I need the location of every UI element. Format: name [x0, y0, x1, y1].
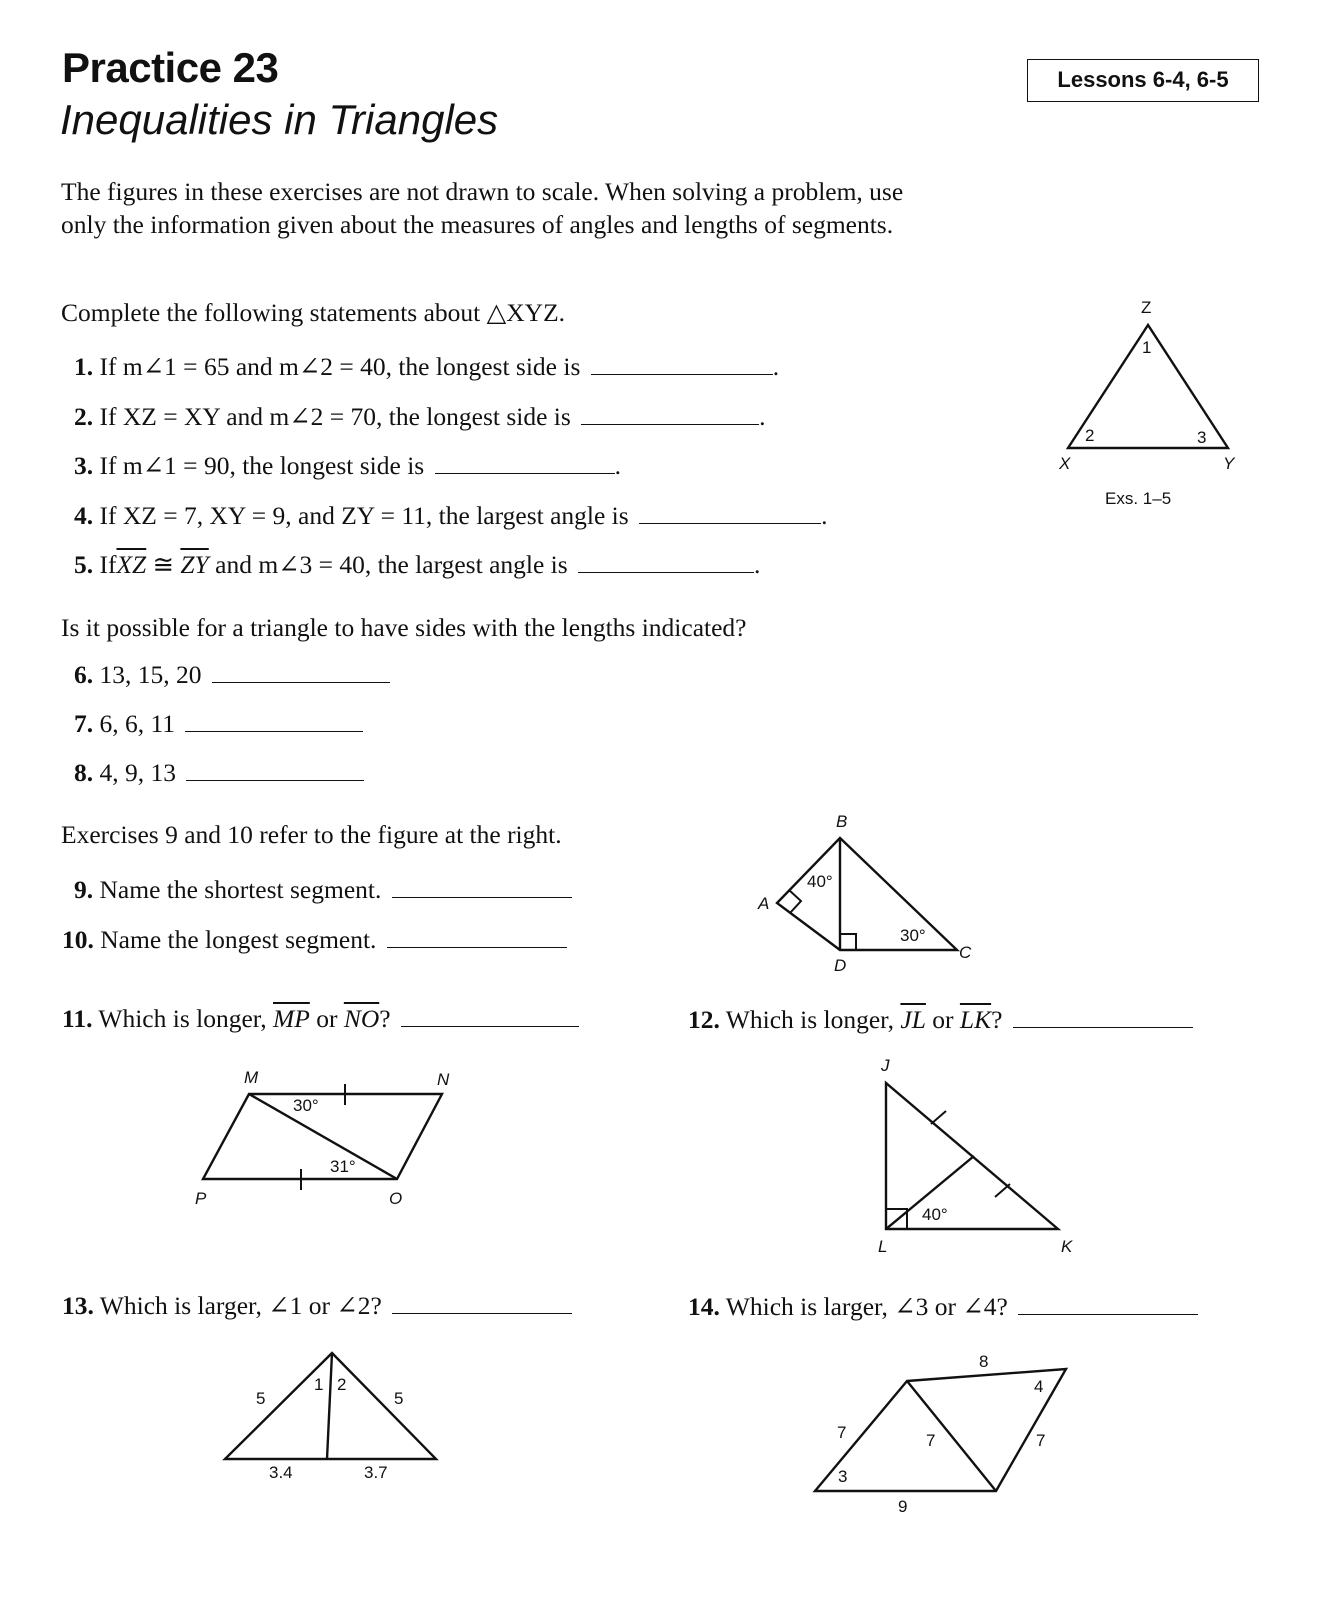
question-text: Name the shortest segment. [99, 875, 382, 904]
intro-text: The figures in these exercises are not drawn to scale. When solving a problem, use only the information given about the measures of angles and lengths of segments. [61, 177, 904, 239]
question-mark: ? [991, 1005, 1003, 1034]
question-text: Which is longer, [725, 1005, 895, 1034]
question-13 [62, 1291, 572, 1321]
angle-3-label: 3 [1197, 428, 1207, 447]
answer-blank[interactable] [578, 571, 754, 573]
section2-prompt: Is it possible for a triangle to have sides with the lengths indicated? [61, 613, 747, 642]
question-text: If m∠1 = 65 and m∠2 = 40, the longest side is [99, 352, 581, 381]
question-mark: ? [379, 1004, 391, 1033]
angle-31-label: 31° [330, 1157, 356, 1176]
base-right-label: 3.7 [364, 1463, 388, 1482]
question-11 [62, 1004, 579, 1034]
right-side-label: 7 [1036, 1431, 1046, 1450]
question-number: 12. [688, 1005, 720, 1034]
answer-blank[interactable] [401, 1025, 579, 1027]
vertex-z: Z [1141, 298, 1152, 317]
page-title: Practice 23 [62, 44, 279, 91]
question-number: 1. [74, 352, 94, 381]
question-number: 5. [74, 550, 94, 579]
congruent-symbol: ≅ [146, 550, 181, 579]
vertex-j: J [881, 1056, 890, 1075]
top-side-label: 8 [979, 1352, 989, 1371]
vertex-c: C [959, 943, 972, 962]
page-subtitle: Inequalities in Triangles [60, 96, 499, 143]
question-3: 3. If m∠1 = 90, the longest side is . [74, 451, 621, 480]
angle-40-label: 40° [807, 872, 833, 891]
figure-triangle-xyz [1055, 300, 1255, 520]
question-number: 13. [62, 1291, 94, 1320]
answer-blank[interactable] [1018, 1313, 1198, 1315]
vertex-l: L [878, 1237, 888, 1256]
question-text: 6, 6, 11 [99, 709, 176, 738]
figure-abcd [740, 800, 1000, 990]
question-number: 6. [74, 660, 94, 689]
segment-zy: $\overline{ZY}$ [180, 550, 209, 579]
angle-30-label: 30° [900, 926, 926, 945]
answer-blank[interactable] [591, 373, 773, 375]
figure-caption: Exs. 1–5 [1105, 489, 1172, 508]
left-side-label: 7 [837, 1423, 847, 1442]
question-6 [74, 660, 390, 690]
question-text: If XZ = XY and m∠2 = 70, the longest side is [99, 402, 571, 431]
vertex-b: B [836, 812, 848, 831]
figure-q13 [210, 1340, 450, 1490]
answer-blank[interactable] [392, 896, 572, 898]
segment-jl: $\overline{JL}$ [900, 1005, 926, 1034]
question-5: 5. $If\overline{XZ}$ ≅ $\overline{ZY}$ and m∠3 = 40, the largest angle is . [74, 550, 761, 579]
vertex-m: M [244, 1068, 259, 1087]
segment-no: $\overline{NO}$ [343, 1004, 380, 1033]
vertex-n: N [437, 1070, 450, 1089]
answer-blank[interactable] [387, 946, 567, 948]
question-number: 10. [62, 925, 94, 954]
angle-2-label: 2 [1085, 426, 1095, 445]
question-text-rest: and m∠3 = 40, the largest angle is [208, 550, 568, 579]
question-number: 3. [74, 451, 94, 480]
vertex-a: A [758, 894, 770, 913]
answer-blank[interactable] [186, 779, 364, 781]
answer-blank[interactable] [185, 730, 363, 732]
answer-blank[interactable] [212, 681, 390, 683]
question-text: Which is longer, [98, 1004, 267, 1033]
section3-prompt: Exercises 9 and 10 refer to the figure at the right. [61, 820, 562, 849]
angle-30-label: 30° [293, 1096, 319, 1115]
question-text: If XZ = 7, XY = 9, and ZY = 11, the largest angle is [99, 501, 629, 530]
triangle-xyz-drawing [1055, 300, 1255, 520]
figure-jlk-drawing [870, 1055, 1090, 1265]
question-text: Which is larger, ∠3 or ∠4? [725, 1292, 1008, 1321]
question-1: 1. If m∠1 = 65 and m∠2 = 40, the longest side is . [74, 352, 780, 381]
question-text: Name the longest segment. [100, 925, 377, 954]
question-text: 13, 15, 20 [99, 660, 202, 689]
angle-40-label: 40° [922, 1205, 948, 1224]
answer-blank[interactable] [1013, 1026, 1193, 1028]
question-text-if: If [99, 550, 117, 579]
angle-3-label: 3 [838, 1467, 848, 1486]
angle-2-label: 2 [337, 1375, 347, 1394]
question-text-or: or [925, 1005, 960, 1034]
answer-blank[interactable] [581, 423, 759, 425]
answer-blank[interactable] [392, 1312, 572, 1314]
figure-jlk [870, 1055, 1090, 1265]
question-text: If m∠1 = 90, the longest side is [99, 451, 425, 480]
question-number: 2. [74, 402, 94, 431]
question-2: 2. If XZ = XY and m∠2 = 70, the longest side is . [74, 402, 766, 431]
question-number: 11. [62, 1004, 93, 1033]
figure-q13-drawing [210, 1340, 450, 1490]
segment-lk: $\overline{LK}$ [959, 1005, 992, 1034]
side-right-label: 5 [394, 1389, 404, 1408]
answer-blank[interactable] [639, 522, 821, 524]
figure-mnop-drawing [190, 1065, 470, 1215]
segment-xz: $\overline{XZ}$ [116, 550, 147, 579]
vertex-o: O [389, 1189, 403, 1208]
figure-mnop [190, 1065, 470, 1215]
question-9 [74, 875, 572, 905]
question-12 [688, 1005, 1193, 1035]
question-number: 14. [688, 1292, 720, 1321]
question-number: 8. [74, 758, 94, 787]
question-number: 7. [74, 709, 94, 738]
question-number: 9. [74, 875, 94, 904]
vertex-y: Y [1223, 454, 1235, 473]
lessons-badge: Lessons 6-4, 6-5 [1027, 59, 1259, 102]
question-text-or: or [309, 1004, 344, 1033]
side-left-label: 5 [256, 1389, 266, 1408]
question-14 [688, 1292, 1198, 1322]
question-8 [74, 758, 364, 788]
question-7 [74, 709, 363, 739]
figure-q14 [800, 1345, 1100, 1535]
bottom-side-label: 9 [898, 1497, 908, 1516]
question-text: Which is larger, ∠1 or ∠2? [99, 1291, 382, 1320]
answer-blank[interactable] [435, 472, 615, 474]
section1-prompt: Complete the following statements about △XYZ. [61, 298, 566, 327]
question-number: 4. [74, 501, 94, 530]
question-10 [62, 925, 567, 955]
vertex-x: X [1059, 454, 1071, 473]
question-4: 4. If XZ = 7, XY = 9, and ZY = 11, the largest angle is . [74, 501, 828, 530]
vertex-k: K [1061, 1237, 1073, 1256]
angle-4-label: 4 [1034, 1377, 1044, 1396]
vertex-p: P [195, 1189, 207, 1208]
segment-mp: $\overline{MP}$ [273, 1004, 310, 1033]
base-left-label: 3.4 [269, 1463, 293, 1482]
diagonal-label: 7 [926, 1431, 936, 1450]
question-text: 4, 9, 13 [99, 758, 176, 787]
angle-1-label: 1 [1142, 338, 1152, 357]
angle-1-label: 1 [314, 1375, 324, 1394]
vertex-d: D [834, 956, 847, 975]
